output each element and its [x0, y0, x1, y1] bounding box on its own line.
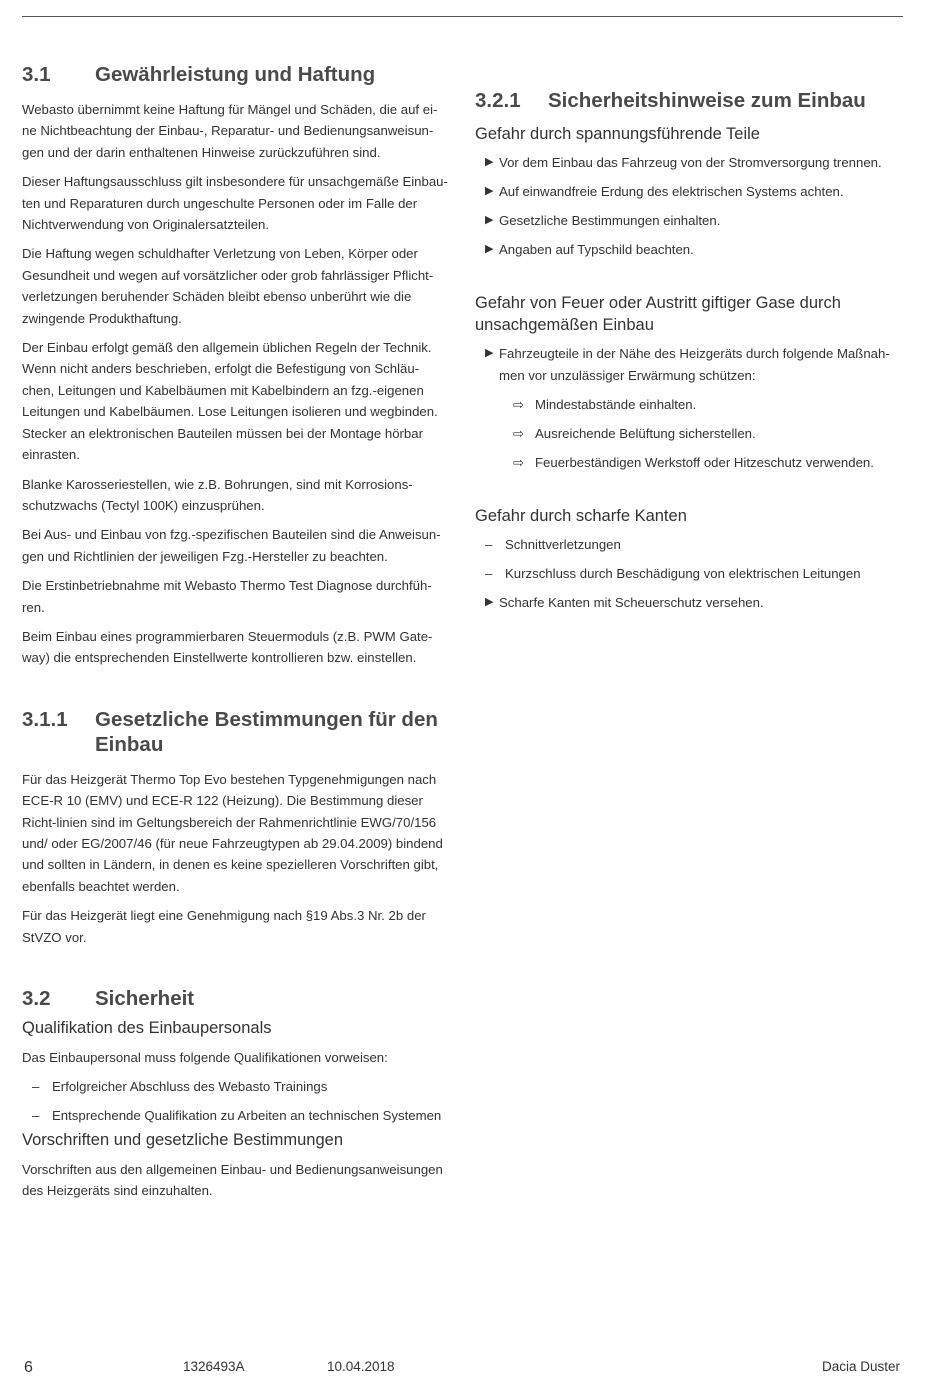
edges-hazard-list [475, 534, 905, 613]
list-item-text: Fahrzeugteile in der Nähe des Heizgeräts durch folgende Maßnah-men vor unzulässiger Erwärmung schützen: [499, 346, 890, 383]
paragraph: Der Einbau erfolgt gemäß den allgemein üblichen Regeln der Technik. Wenn nicht anders beschrieben, erfolgt die Befestigung von Schläu-chen, Leitungen und Kabelbäumen mit Kabelbindern an fzg.-eigenen Leitungen und Kabelbäumen. Lose Leitungen isolieren und wegbinden. Stecker an elektronischen Bauteilen müssen bei der Montage hörbar einrasten. [22, 340, 438, 463]
paragraph: Für das Heizgerät liegt eine Genehmigung nach §19 Abs.3 Nr. 2b der StVZO vor. [22, 908, 426, 945]
list-item-text: Schnittverletzungen [505, 537, 621, 553]
list-item-text: Kurzschluss durch Beschädigung von elektrischen Leitungen [505, 566, 861, 582]
list-item [475, 534, 905, 555]
voltage-hazard-heading: Gefahr durch spannungsführende Teile [475, 125, 760, 143]
section-3-2-heading [22, 986, 450, 1011]
fire-hazard-heading: Gefahr von Feuer oder Austritt giftiger Gase durch unsachgemäßen Einbau [475, 294, 841, 335]
triangle-bullet-icon: ▶ [485, 243, 494, 255]
list-item-text: Entsprechende Qualifikation zu Arbeiten an technischen Systemen [52, 1108, 442, 1124]
list-item-text: Mindestabstände einhalten. [535, 396, 697, 412]
arrow-bullet-icon: ⇨ [513, 396, 525, 412]
sub-list-item [475, 452, 905, 473]
list-item-text: Scharfe Kanten mit Scheuerschutz versehen. [499, 595, 764, 611]
section-title: Sicherheitshinweise zum Einbau [548, 89, 866, 112]
section-3-2-1-heading [475, 88, 905, 113]
list-item-text: Erfolgreicher Abschluss des Webasto Trainings [52, 1079, 328, 1095]
sub-list-item [475, 394, 905, 415]
top-rule [22, 16, 903, 17]
paragraph: Beim Einbau eines programmierbaren Steuermoduls (z.B. PWM Gate-way) die entsprechenden Einstellwerte kontrollieren bzw. einstellen. [22, 628, 433, 666]
section-3-1-1-heading [22, 707, 450, 757]
document-id: 1326493A [183, 1359, 245, 1374]
paragraph: Dieser Haftungsausschluss gilt insbesondere für unsachgemäße Einbau-ten und Reparaturen durch ungeschulte Personen oder im Falle der Nichtverwendung von Originalersatzteilen. [22, 174, 448, 233]
list-item [475, 343, 905, 386]
section-title: Gewährleistung und Haftung [95, 63, 376, 86]
edges-hazard-heading: Gefahr durch scharfe Kanten [475, 507, 687, 526]
list-item [475, 563, 905, 584]
section-number: 3.1.1 [22, 707, 68, 731]
arrow-bullet-icon: ⇨ [513, 425, 525, 441]
regulations-heading: Vorschriften und gesetzliche Bestimmungen [22, 1130, 344, 1149]
vehicle-model: Dacia Duster [821, 1359, 900, 1374]
list-item-text: Angaben auf Typschild beachten. [499, 242, 694, 257]
triangle-bullet-icon: ▶ [485, 156, 494, 168]
paragraph: Die Haftung wegen schuldhafter Verletzung von Leben, Körper oder Gesundheit und wegen auf vorsätzlicher oder grob fahrlässiger Pflicht-verletzungen beruhender Schäden bleibt ebenso unberührt wie die zwingende Produkthaftung. [22, 246, 434, 326]
triangle-bullet-icon: ▶ [485, 214, 494, 226]
paragraph: Bei Aus- und Einbau von fzg.-spezifischen Bauteilen sind die Anweisun-gen und Richtlinien der jeweiligen Fzg.-Hersteller zu beachten. [22, 527, 441, 564]
qualification-heading: Qualifikation des Einbaupersonals [22, 1019, 272, 1037]
list-item-text: Ausreichende Belüftung sicherstellen. [535, 425, 756, 441]
dash-bullet: – [32, 1079, 40, 1095]
dash-bullet: – [32, 1108, 40, 1124]
list-item-text: Auf einwandfreie Erdung des elektrischen Systems achten. [499, 184, 844, 199]
triangle-bullet-icon: ▶ [485, 596, 494, 609]
voltage-hazard-list [475, 152, 905, 260]
dash-bullet: – [485, 566, 493, 582]
dash-bullet: – [485, 537, 493, 553]
sub-list-item [475, 423, 905, 444]
paragraph: Webasto übernimmt keine Haftung für Mängel und Schäden, die auf ei-ne Nichtbeachtung der Einbau-, Reparatur- und Bedienungsanweisun-gen und der darin enthaltenen Hinweise zurückzuführen sind. [22, 102, 438, 160]
list-item-text: Vor dem Einbau das Fahrzeug von der Stromversorgung trennen. [499, 155, 882, 170]
paragraph: Blanke Karosseriestellen, wie z.B. Bohrungen, sind mit Korrosions-schutzwachs (Tectyl 100K) einzusprühen. [22, 476, 413, 513]
section-title: Sicherheit [95, 987, 195, 1010]
section-number: 3.2 [22, 987, 51, 1010]
list-item [475, 181, 905, 202]
qualification-intro: Das Einbaupersonal muss folgende Qualifikationen vorweisen: [22, 1050, 388, 1065]
list-item [475, 152, 905, 173]
page-number: 6 [24, 1359, 33, 1376]
list-item [475, 239, 905, 260]
list-item-text: Gesetzliche Bestimmungen einhalten. [499, 213, 721, 228]
paragraph: Die Erstinbetriebnahme mit Webasto Thermo Test Diagnose durchfüh-ren. [22, 578, 432, 615]
list-item [22, 1105, 450, 1126]
list-item [22, 1076, 450, 1097]
list-item [475, 210, 905, 231]
section-number: 3.1 [22, 63, 51, 86]
list-item [475, 592, 905, 613]
section-title: Gesetzliche Bestimmungen für den Einbau [95, 707, 438, 756]
document-date: 10.04.2018 [327, 1359, 395, 1374]
arrow-bullet-icon: ⇨ [513, 454, 525, 470]
triangle-bullet-icon: ▶ [485, 185, 494, 197]
right-column [475, 88, 905, 621]
section-3-1-heading [22, 62, 450, 87]
left-column [22, 62, 450, 1210]
paragraph: Für das Heizgerät Thermo Top Evo bestehen Typgenehmigungen nach ECE-R 10 (EMV) und ECE-R 122 (Heizung). Die Bestimmung dieser Richt-linien sind im Geltungsbereich der Rahmenrichtlinie EWG/70/156 und/ oder EG/2007/46 (für neue Fahrzeugtypen ab 29.04.2009) bindend und sollten in Ländern, in denen es keine spezielleren Vorschriften gibt, ebenfalls beachtet werden. [22, 771, 443, 894]
triangle-bullet-icon: ▶ [485, 347, 494, 360]
list-item-text: Feuerbeständigen Werkstoff oder Hitzeschutz verwenden. [535, 454, 874, 470]
fire-hazard-list [475, 343, 905, 473]
regulations-text: Vorschriften aus den allgemeinen Einbau- und Bedienungsanweisungen des Heizgeräts sind einzuhalten. [22, 1161, 443, 1199]
section-number: 3.2.1 [475, 89, 521, 112]
qualification-list [22, 1076, 450, 1126]
